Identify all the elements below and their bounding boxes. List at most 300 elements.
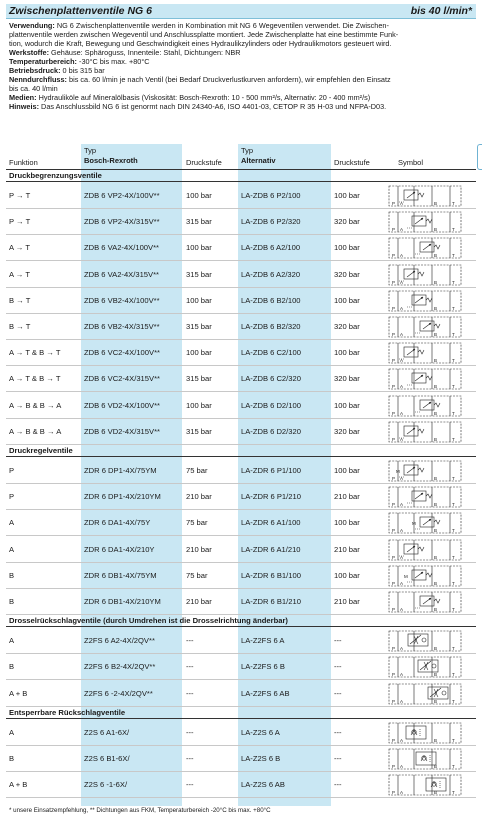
- symbol-port-label: A: [400, 698, 404, 704]
- symbol-port-label: P: [392, 201, 396, 206]
- intro-label: Nenndurchfluss:: [9, 75, 67, 84]
- hydraulic-symbol-icon: [386, 511, 472, 535]
- symbol-port-label: B: [434, 253, 438, 259]
- cell-funktion: B: [9, 597, 15, 606]
- cell-alternativ-type: LA-ZDB 6 A2/100: [241, 243, 301, 253]
- symbol-port-label: M: [404, 573, 408, 579]
- cell-funktion: A: [9, 636, 15, 646]
- symbol-port-label: P: [392, 672, 396, 678]
- hydraulic-symbol-icon: [386, 485, 472, 509]
- symbol-port-label: T: [452, 476, 455, 481]
- cell-alternativ-type: LA-ZDR 6 B1/210: [241, 597, 301, 606]
- section-title: Druckregelventile: [9, 446, 73, 455]
- symbol-port-label: T: [452, 790, 455, 796]
- cell-bosch-type: Z2FS 6 B2-4X/2QV**: [84, 662, 156, 672]
- symbol-port-label: B: [434, 646, 438, 652]
- symbol-port-label: P: [392, 305, 396, 311]
- cell-druckstufe-alternativ: 100 bar: [334, 400, 360, 410]
- cell-druckstufe-alternativ: 100 bar: [334, 570, 360, 580]
- symbol-port-label: B: [434, 737, 438, 743]
- intro-line: [9, 30, 476, 39]
- cell-alternativ-type: LA-ZDB 6 D2/100: [241, 400, 301, 410]
- symbol-port-label: A: [400, 790, 404, 796]
- intro-value: Das Anschlussbild NG 6 ist genormt nach DIN 24340-A6, ISO 4401-03, CETOP R 35 H-03 und NFPA-D03.: [39, 102, 387, 111]
- symbol-port-label: T: [452, 528, 455, 534]
- cell-funktion: P → T: [9, 217, 31, 227]
- intro-value: Gehäuse: Sphäroguss, Innenteile: Stahl, Dichtungen: NBR: [49, 48, 241, 57]
- cell-druckstufe-alternativ: ---: [334, 662, 342, 672]
- cell-druckstufe-alternativ: 320 bar: [334, 374, 360, 384]
- intro-value: 0 bis 315 bar: [60, 66, 105, 75]
- cell-druckstufe-alternativ: 320 bar: [334, 269, 360, 279]
- intro-value: NG 6 Zwischenplattenventile werden in Kombination mit NG 6 Wegeventilen verwendet. Die Zwischen-: [54, 21, 389, 30]
- symbol-port-label: P: [392, 279, 396, 285]
- cell-alternativ-type: LA-ZDB 6 C2/320: [241, 374, 301, 384]
- cell-bosch-type: ZDR 6 DA1-4X/210Y: [84, 544, 155, 554]
- cell-druckstufe-alternativ: 320 bar: [334, 426, 360, 436]
- section-title: Drosselrückschlagventile (durch Umdrehen ist die Drosselrichtung änderbar): [9, 616, 288, 626]
- symbol-port-label: T: [452, 580, 455, 586]
- symbol-port-label: A: [400, 607, 404, 612]
- cell-druckstufe-alternativ: ---: [334, 780, 342, 790]
- header-druckstufe-1: Druckstufe: [186, 158, 222, 167]
- cell-alternativ-type: LA-Z2FS 6 AB: [241, 688, 290, 698]
- table-row: [6, 681, 476, 707]
- symbol-port-label: T: [452, 436, 455, 442]
- cell-druckstufe-alternativ: 210 bar: [334, 544, 360, 554]
- intro-value: bis ca. 60 l/min je nach Ventil (bei Bedarf Druckverlustkurven anfordern), wir empfehlen den Einsatz: [66, 75, 391, 84]
- cell-druckstufe-bosch: 75 bar: [186, 570, 208, 580]
- table-header: [6, 144, 476, 170]
- symbol-port-label: A: [400, 201, 404, 206]
- symbol-port-label: P: [392, 737, 396, 743]
- table-row: [6, 366, 476, 392]
- symbol-port-label: A: [400, 279, 404, 285]
- cell-alternativ-type: LA-ZDB 6 P2/320: [241, 217, 301, 227]
- symbol-port-label: T: [452, 764, 455, 769]
- cell-druckstufe-bosch: 315 bar: [186, 322, 212, 331]
- symbol-port-label: P: [392, 436, 396, 442]
- cell-funktion: A → T & B → T: [9, 348, 61, 358]
- symbol-port-label: A: [400, 358, 404, 364]
- header-alternativ: Alternativ: [241, 156, 276, 165]
- symbol-port-label: T: [452, 607, 455, 612]
- cell-alternativ-type: LA-Z2S 6 B: [241, 754, 281, 763]
- cell-druckstufe-bosch: 315 bar: [186, 426, 212, 436]
- cell-druckstufe-bosch: 100 bar: [186, 400, 212, 410]
- cell-funktion: A → T: [9, 269, 30, 279]
- cell-bosch-type: Z2FS 6 A2-4X/2QV**: [84, 636, 155, 646]
- cell-druckstufe-bosch: ---: [186, 727, 194, 737]
- symbol-port-label: T: [452, 358, 455, 364]
- symbol-port-label: B: [434, 672, 438, 678]
- cell-druckstufe-bosch: 315 bar: [186, 374, 212, 384]
- intro-line: [9, 75, 476, 84]
- cell-alternativ-type: LA-Z2S 6 AB: [241, 780, 285, 790]
- table-row: [6, 262, 476, 288]
- cell-bosch-type: ZDR 6 DA1-4X/75Y: [84, 518, 151, 528]
- cell-alternativ-type: LA-ZDR 6 P1/210: [241, 492, 301, 502]
- cell-funktion: P: [9, 492, 15, 502]
- cell-bosch-type: Z2FS 6 -2-4X/2QV**: [84, 688, 153, 698]
- symbol-port-label: A: [400, 384, 404, 390]
- symbol-cell: [386, 341, 472, 365]
- symbol-port-label: B: [434, 384, 438, 390]
- intro-value: tion, wodurch die Kraft, Bewegung und Geschwindigkeit eines Hydraulikzylinders oder Hydraulikmotors gesteuert wird.: [9, 39, 392, 48]
- intro-value: Hydrauliköle auf Mineralölbasis (Viskosität: Bosch-Rexroth: 10 - 500 mm²/s, Alternativ: 20 - 400 mm²/s): [36, 93, 371, 102]
- cell-druckstufe-alternativ: 320 bar: [334, 322, 360, 331]
- intro-text: [6, 21, 476, 111]
- hydraulic-symbol-icon: [386, 564, 472, 588]
- hydraulic-symbol-icon: [386, 341, 472, 365]
- symbol-port-label: B: [434, 698, 438, 704]
- intro-line: [9, 93, 476, 102]
- cell-funktion: B: [9, 662, 15, 672]
- cell-funktion: A → B & B → A: [9, 400, 62, 410]
- symbol-port-label: A: [400, 436, 404, 442]
- symbol-port-label: A: [400, 580, 404, 586]
- hydraulic-symbol-icon: [386, 184, 472, 208]
- table-row: [6, 183, 476, 209]
- header-druckstufe-2: Druckstufe: [334, 158, 370, 167]
- symbol-cell: [386, 747, 472, 771]
- row-separator: [6, 797, 476, 798]
- symbol-port-label: T: [452, 698, 455, 704]
- table-row: [6, 654, 476, 680]
- cell-druckstufe-alternativ: ---: [334, 727, 342, 737]
- cell-funktion: A: [9, 544, 15, 554]
- table-row: [6, 393, 476, 419]
- page-tab-marker: [477, 144, 482, 170]
- footnote: * unsere Einsatzempfehlung, ** Dichtungen aus FKM, Temperaturbereich -20°C bis max. +80°C: [9, 807, 271, 814]
- section-underline: [6, 626, 476, 627]
- table-row: [6, 235, 476, 261]
- cell-alternativ-type: LA-Z2FS 6 A: [241, 636, 285, 646]
- symbol-port-label: A: [400, 554, 404, 560]
- hydraulic-symbol-icon: [386, 773, 472, 797]
- cell-druckstufe-bosch: 75 bar: [186, 518, 208, 528]
- symbol-port-label: B: [434, 436, 438, 442]
- cell-druckstufe-bosch: ---: [186, 688, 194, 698]
- symbol-port-label: P: [392, 698, 396, 704]
- symbol-cell: [386, 564, 472, 588]
- symbol-port-label: B: [434, 607, 438, 612]
- symbol-cell: [386, 289, 472, 313]
- hydraulic-symbol-icon: [386, 236, 472, 260]
- cell-druckstufe-alternativ: 100 bar: [334, 466, 360, 475]
- symbol-port-label: P: [392, 528, 396, 534]
- section-header: [6, 707, 476, 719]
- symbol-cell: [386, 263, 472, 287]
- table-row: [6, 628, 476, 654]
- intro-label: Medien:: [9, 93, 37, 102]
- intro-line: [9, 84, 476, 93]
- symbol-cell: [386, 210, 472, 234]
- cell-bosch-type: ZDB 6 VC2-4X/315V**: [84, 374, 160, 384]
- symbol-port-label: T: [452, 384, 455, 390]
- cell-bosch-type: Z2S 6 -1-6X/: [84, 780, 128, 790]
- cell-bosch-type: ZDR 6 DP1-4X/75YM: [84, 466, 157, 475]
- hydraulic-symbol-icon: [386, 459, 472, 483]
- cell-druckstufe-alternativ: 210 bar: [334, 492, 360, 502]
- table-row: [6, 720, 476, 746]
- symbol-port-label: T: [452, 646, 455, 652]
- cell-alternativ-type: LA-ZDB 6 P2/100: [241, 191, 301, 200]
- cell-alternativ-type: LA-ZDB 6 A2/320: [241, 269, 301, 279]
- symbol-port-label: P: [392, 410, 396, 416]
- cell-funktion: B: [9, 570, 15, 580]
- symbol-port-label: A: [400, 672, 404, 678]
- page-title: Zwischenplattenventile NG 6: [9, 5, 152, 17]
- cell-funktion: B → T: [9, 295, 31, 305]
- table-row: [6, 314, 476, 340]
- symbol-port-label: P: [392, 332, 396, 337]
- table-row: [6, 288, 476, 314]
- hydraulic-symbol-icon: [386, 721, 472, 745]
- cell-druckstufe-alternativ: 320 bar: [334, 217, 360, 227]
- symbol-port-label: B: [434, 528, 438, 534]
- cell-druckstufe-alternativ: 100 bar: [334, 518, 360, 528]
- intro-line: [9, 66, 476, 75]
- table-row: [6, 484, 476, 510]
- symbol-port-label: P: [392, 764, 396, 769]
- cell-bosch-type: ZDB 6 VA2-4X/315V**: [84, 269, 159, 279]
- symbol-cell: [386, 682, 472, 706]
- section-header: [6, 615, 476, 627]
- header-symbol: Symbol: [398, 158, 424, 167]
- symbol-port-label: P: [392, 358, 396, 364]
- intro-line: [9, 39, 476, 48]
- symbol-port-label: P: [392, 384, 396, 390]
- symbol-port-label: A: [400, 253, 404, 259]
- table-row: [6, 340, 476, 366]
- cell-funktion: P: [9, 466, 15, 475]
- hydraulic-symbol-icon: [386, 682, 472, 706]
- symbol-cell: [386, 420, 472, 444]
- cell-bosch-type: ZDR 6 DB1-4X/75YM: [84, 570, 157, 580]
- symbol-port-label: P: [392, 476, 396, 481]
- hydraulic-symbol-icon: [386, 747, 472, 771]
- intro-line: [9, 21, 476, 30]
- cell-funktion: B → T: [9, 322, 31, 331]
- symbol-port-label: B: [434, 580, 438, 586]
- symbol-port-label: A: [400, 410, 404, 416]
- flow-rate-label: bis 40 l/min*: [410, 5, 472, 17]
- cell-alternativ-type: LA-ZDB 6 B2/320: [241, 322, 301, 331]
- hydraulic-symbol-icon: [386, 655, 472, 679]
- intro-value: bis ca. 40 l/min: [9, 84, 58, 93]
- cell-druckstufe-bosch: 210 bar: [186, 492, 212, 502]
- symbol-port-label: B: [434, 410, 438, 416]
- title-bar: [6, 4, 476, 19]
- intro-line: [9, 48, 476, 57]
- cell-druckstufe-alternativ: 100 bar: [334, 295, 360, 305]
- hydraulic-symbol-icon: [386, 590, 472, 614]
- intro-label: Werkstoffe:: [9, 48, 50, 57]
- symbol-port-label: B: [434, 790, 438, 796]
- symbol-port-label: P: [392, 227, 396, 233]
- cell-alternativ-type: LA-ZDR 6 A1/100: [241, 518, 301, 528]
- symbol-port-label: A: [400, 528, 404, 534]
- product-table: [6, 144, 476, 806]
- cell-druckstufe-bosch: 315 bar: [186, 217, 212, 227]
- symbol-port-label: B: [434, 227, 438, 233]
- cell-druckstufe-alternativ: ---: [334, 688, 342, 698]
- cell-alternativ-type: LA-ZDR 6 B1/100: [241, 570, 301, 580]
- cell-funktion: A → T & B → T: [9, 374, 61, 384]
- symbol-port-label: B: [434, 201, 438, 206]
- cell-alternativ-type: LA-ZDB 6 C2/100: [241, 348, 301, 358]
- cell-bosch-type: Z2S 6 A1-6X/: [84, 727, 130, 737]
- symbol-cell: [386, 485, 472, 509]
- symbol-port-label: A: [400, 502, 404, 508]
- header-typ-bosch: Typ: [84, 146, 97, 155]
- table-row: [6, 419, 476, 445]
- cell-alternativ-type: LA-Z2S 6 A: [241, 727, 280, 737]
- cell-bosch-type: ZDB 6 VP2-4X/315V**: [84, 217, 160, 227]
- intro-value: -30°C bis max. +80°C: [77, 57, 150, 66]
- cell-funktion: A: [9, 518, 15, 528]
- symbol-port-label: P: [392, 502, 396, 508]
- intro-label: Hinweis:: [9, 102, 40, 111]
- cell-druckstufe-bosch: 75 bar: [186, 466, 208, 475]
- symbol-port-label: B: [434, 279, 438, 285]
- symbol-cell: [386, 511, 472, 535]
- header-bosch: Bosch-Rexroth: [84, 156, 138, 165]
- section-underline: [6, 718, 476, 719]
- cell-bosch-type: ZDB 6 VB2-4X/100V**: [84, 295, 160, 305]
- header-funktion: Funktion: [9, 158, 38, 167]
- cell-alternativ-type: LA-ZDR 6 P1/100: [241, 466, 301, 475]
- cell-bosch-type: ZDB 6 VD2-4X/100V**: [84, 400, 160, 410]
- cell-druckstufe-bosch: 100 bar: [186, 243, 212, 253]
- symbol-cell: [386, 236, 472, 260]
- hydraulic-symbol-icon: [386, 289, 472, 313]
- symbol-port-label: T: [452, 672, 455, 678]
- cell-funktion: A: [9, 727, 15, 737]
- symbol-port-label: M: [396, 469, 400, 474]
- symbol-cell: [386, 721, 472, 745]
- cell-druckstufe-bosch: 100 bar: [186, 191, 212, 200]
- cell-bosch-type: ZDB 6 VB2-4X/315V**: [84, 322, 160, 331]
- page: [6, 4, 476, 814]
- hydraulic-symbol-icon: [386, 394, 472, 418]
- hydraulic-symbol-icon: [386, 263, 472, 287]
- cell-alternativ-type: LA-ZDB 6 D2/320: [241, 426, 301, 436]
- section-title: Entsperrbare Rückschlagventile: [9, 707, 126, 717]
- intro-label: Verwendung:: [9, 21, 55, 30]
- hydraulic-symbol-icon: [386, 210, 472, 234]
- cell-druckstufe-bosch: 100 bar: [186, 295, 212, 305]
- table-row: [6, 746, 476, 772]
- intro-label: Betriebsdruck:: [9, 66, 61, 75]
- cell-funktion: A + B: [9, 688, 28, 698]
- symbol-port-label: T: [452, 502, 455, 508]
- symbol-cell: [386, 773, 472, 797]
- cell-druckstufe-bosch: ---: [186, 780, 194, 790]
- intro-line: [9, 57, 476, 66]
- symbol-port-label: B: [434, 502, 438, 508]
- section-header: [6, 170, 476, 182]
- hydraulic-symbol-icon: [386, 315, 472, 339]
- cell-druckstufe-alternativ: 100 bar: [334, 348, 360, 358]
- symbol-port-label: P: [392, 253, 396, 259]
- symbol-cell: [386, 367, 472, 391]
- cell-druckstufe-bosch: ---: [186, 754, 194, 763]
- intro-line: [9, 102, 476, 111]
- cell-druckstufe-bosch: 210 bar: [186, 544, 212, 554]
- table-row: [6, 209, 476, 235]
- cell-bosch-type: ZDR 6 DP1-4X/210YM: [84, 492, 161, 502]
- symbol-cell: [386, 315, 472, 339]
- cell-alternativ-type: LA-Z2FS 6 B: [241, 662, 285, 672]
- cell-druckstufe-bosch: 210 bar: [186, 597, 212, 606]
- symbol-port-label: T: [452, 554, 455, 560]
- table-row: [6, 563, 476, 589]
- symbol-port-label: T: [452, 201, 455, 206]
- symbol-port-label: T: [452, 253, 455, 259]
- cell-alternativ-type: LA-ZDR 6 A1/210: [241, 544, 301, 554]
- section-underline: [6, 456, 476, 457]
- symbol-cell: [386, 538, 472, 562]
- symbol-port-label: T: [452, 305, 455, 311]
- symbol-cell: [386, 394, 472, 418]
- symbol-port-label: T: [452, 279, 455, 285]
- cell-funktion: A → T: [9, 243, 30, 253]
- symbol-port-label: B: [434, 764, 438, 769]
- cell-druckstufe-alternativ: 210 bar: [334, 597, 360, 606]
- symbol-cell: [386, 184, 472, 208]
- cell-bosch-type: Z2S 6 B1-6X/: [84, 754, 130, 763]
- cell-bosch-type: ZDB 6 VP2-4X/100V**: [84, 191, 160, 200]
- hydraulic-symbol-icon: [386, 420, 472, 444]
- symbol-port-label: P: [392, 580, 396, 586]
- table-row: [6, 458, 476, 484]
- cell-druckstufe-bosch: 100 bar: [186, 348, 212, 358]
- cell-bosch-type: ZDR 6 DB1-4X/210YM: [84, 597, 161, 606]
- cell-bosch-type: ZDB 6 VC2-4X/100V**: [84, 348, 160, 358]
- header-typ-alternativ: Typ: [241, 146, 254, 155]
- intro-label: Temperaturbereich:: [9, 57, 77, 66]
- table-row: [6, 537, 476, 563]
- symbol-port-label: B: [434, 332, 438, 337]
- cell-alternativ-type: LA-ZDB 6 B2/100: [241, 295, 301, 305]
- table-row: [6, 510, 476, 536]
- cell-druckstufe-bosch: ---: [186, 662, 194, 672]
- symbol-port-label: B: [434, 554, 438, 560]
- cell-druckstufe-alternativ: ---: [334, 636, 342, 646]
- cell-funktion: A + B: [9, 780, 28, 790]
- symbol-port-label: A: [400, 476, 404, 481]
- symbol-port-label: T: [452, 737, 455, 743]
- symbol-port-label: T: [452, 227, 455, 233]
- hydraulic-symbol-icon: [386, 367, 472, 391]
- cell-druckstufe-alternativ: 100 bar: [334, 243, 360, 253]
- symbol-port-label: A: [400, 305, 404, 311]
- intro-value: plattenventile werden zwischen Wegeventil und Anschlussplatte montiert. Jede Zwischenplatte hat eine bestimmte Funk-: [9, 30, 399, 39]
- symbol-port-label: P: [392, 646, 396, 652]
- symbol-port-label: A: [400, 737, 404, 743]
- symbol-port-label: A: [400, 227, 404, 233]
- table-row: [6, 772, 476, 798]
- cell-druckstufe-alternativ: 100 bar: [334, 191, 360, 200]
- cell-druckstufe-alternativ: ---: [334, 754, 342, 763]
- section-header: [6, 445, 476, 457]
- symbol-port-label: M: [412, 521, 416, 527]
- cell-funktion: A → B & B → A: [9, 426, 62, 436]
- symbol-cell: [386, 655, 472, 679]
- section-title: Druckbegrenzungsventile: [9, 171, 102, 180]
